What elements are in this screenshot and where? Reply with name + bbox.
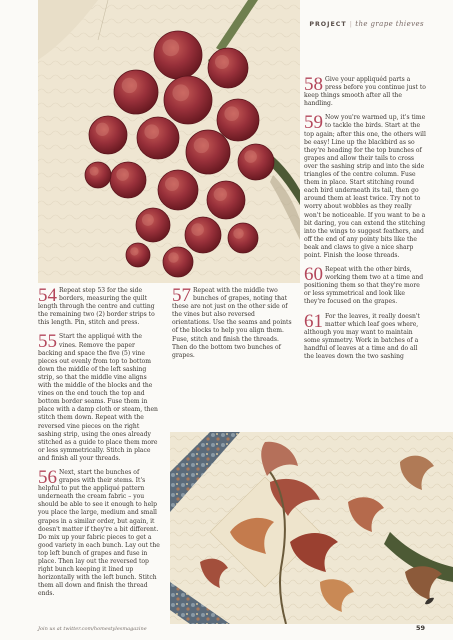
page-number: 59 [415, 624, 425, 632]
step-number: 55 [38, 331, 57, 353]
header-series-title: the grape thieves [355, 20, 424, 28]
page-header [309, 20, 424, 28]
step-text: Next, start the bunches of grapes with their stems. It's helpful to put the appliqué pattern underneath the cream fabric – you should be able to see it enough to help you place the large, medium and small grapes in a similar order, but again, it doesn't matter if they're a bit different. Do mix up your fabric pieces to get a good variety in each bunch. Lay out the top left bunch of grapes and fuse in place. Then lay out the reversed top right bunch keeping it lined up horizontally with the left bunch. Stitch them all down and finish the thread ends. [38, 468, 160, 598]
step-59 [304, 114, 428, 260]
step-60 [304, 266, 428, 306]
grape-bunch-photo [38, 0, 300, 283]
leaf-end-icon [424, 597, 435, 605]
step-58 [304, 76, 428, 108]
step-text: Give your appliquéd parts a press before you continue just to keep things smooth after all the handling. [304, 76, 426, 108]
text-column-1 [38, 287, 160, 604]
text-column-3 [304, 76, 428, 367]
step-number: 59 [304, 112, 323, 134]
step-number: 61 [304, 310, 323, 332]
step-text: Now you're warmed up, it's time to tackle the birds. Start at the top again; after this one, the others will be easy! Line up the blackbird as so they're heading for the top bunches of grapes and allow their tails to cross over the sashing strip and into the side triangles of the centre column. Fuse them in place. Start stitching round each bird underneath its tail, then go around them at least twice. Try not to worry about wobbles as they really won't be noticeable. If you want to be a bit daring, you can extend the stitching into the wings to suggest feathers, and off the end of any pointy bits like the beak and claws to give a nice sharp point. Finish the loose threads. [304, 114, 426, 259]
step-56 [38, 466, 160, 599]
step-text: Repeat step 53 for the side borders, measuring the quilt length through the centre and cutting the remaining two (2) border strips to this length. Pin, stitch and press. [38, 287, 155, 327]
step-54 [38, 287, 160, 327]
step-55 [38, 333, 160, 463]
leaf-appliqué-photo [170, 432, 453, 624]
step-61 [304, 310, 428, 362]
step-text: For the leaves, it really doesn't matter which leaf goes where, although you may want to maintain some symmetry. Work in batches of a handful of leaves at a time and do all the leaves down the two sashing [304, 312, 420, 360]
step-number: 56 [38, 466, 57, 488]
step-text: Repeat with the other birds, working them two at a time and positioning them so that they're more or less symmetrical and look like they're focused on the grapes. [304, 266, 424, 306]
header-separator: | [349, 21, 353, 28]
header-project-label: PROJECT [309, 21, 347, 28]
footer-text: Join us at twitter.com/homestylesmagazine [38, 626, 147, 632]
step-number: 58 [304, 74, 323, 95]
step-number: 57 [172, 285, 191, 306]
step-number: 60 [304, 264, 323, 286]
step-text: Repeat with the middle two bunches of grapes, noting that these are not just on the other side of the vines but also reversed orientations. Use the seams and points of the blocks to help you align them. Fuse, stitch and finish the threads. Then do the bottom two bunches of grapes. [172, 287, 292, 359]
step-57 [172, 287, 292, 360]
step-text: Start the appliqué with the vines. Remove the paper backing and space the five (5) vine pieces out evenly from top to bottom down the middle of the left sashing strip, so that the middle vine aligns with the middle of the blocks and the vines on the end touch the top and bottom border seams. Fuse them in place with a damp cloth or steam, then stitch them down. Repeat with the reversed vine pieces on the right sashing strip, using the ones already stitched as a guide to place them more or less symmetrically. Stitch in place and finish all your threads. [38, 333, 158, 462]
step-number: 54 [38, 285, 57, 306]
text-column-2 [172, 287, 292, 366]
